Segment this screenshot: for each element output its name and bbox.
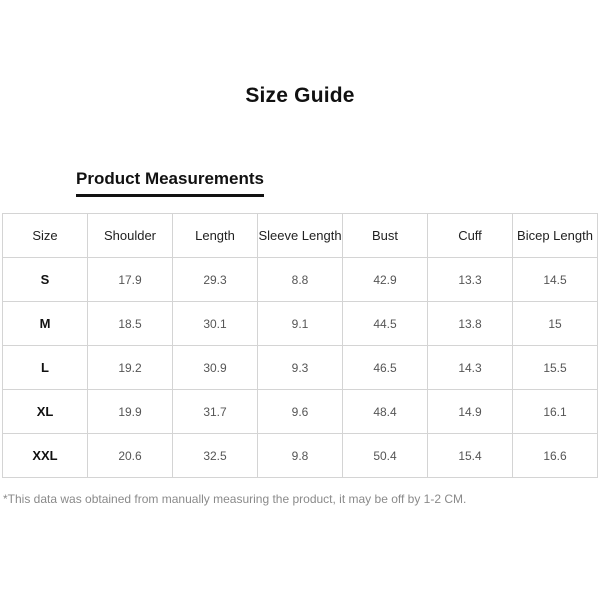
size-cell: XXL bbox=[3, 434, 88, 478]
cuff-cell: 13.8 bbox=[428, 302, 513, 346]
shoulder-cell: 19.9 bbox=[88, 390, 173, 434]
table-row bbox=[3, 346, 598, 390]
size-cell: M bbox=[3, 302, 88, 346]
size-cell: XL bbox=[3, 390, 88, 434]
length-cell: 32.5 bbox=[173, 434, 258, 478]
sleeve-length-cell: 9.3 bbox=[258, 346, 343, 390]
length-cell: 31.7 bbox=[173, 390, 258, 434]
size-table bbox=[2, 213, 598, 478]
cuff-cell: 15.4 bbox=[428, 434, 513, 478]
header-cuff: Cuff bbox=[428, 214, 513, 258]
header-bust: Bust bbox=[343, 214, 428, 258]
section-heading: Product Measurements bbox=[76, 168, 264, 197]
page-title: Size Guide bbox=[245, 84, 355, 107]
sleeve-length-cell: 9.6 bbox=[258, 390, 343, 434]
length-cell: 30.9 bbox=[173, 346, 258, 390]
shoulder-cell: 17.9 bbox=[88, 258, 173, 302]
shoulder-cell: 18.5 bbox=[88, 302, 173, 346]
bust-cell: 48.4 bbox=[343, 390, 428, 434]
cuff-cell: 14.9 bbox=[428, 390, 513, 434]
table-row bbox=[3, 258, 598, 302]
cuff-cell: 14.3 bbox=[428, 346, 513, 390]
bicep-length-cell: 14.5 bbox=[513, 258, 598, 302]
header-sleeve-length: Sleeve Length bbox=[258, 214, 343, 258]
sleeve-length-cell: 8.8 bbox=[258, 258, 343, 302]
table-row bbox=[3, 302, 598, 346]
bust-cell: 44.5 bbox=[343, 302, 428, 346]
table-row bbox=[3, 434, 598, 478]
shoulder-cell: 20.6 bbox=[88, 434, 173, 478]
bicep-length-cell: 15 bbox=[513, 302, 598, 346]
length-cell: 29.3 bbox=[173, 258, 258, 302]
cuff-cell: 13.3 bbox=[428, 258, 513, 302]
length-cell: 30.1 bbox=[173, 302, 258, 346]
header-shoulder: Shoulder bbox=[88, 214, 173, 258]
bicep-length-cell: 16.1 bbox=[513, 390, 598, 434]
table-row bbox=[3, 390, 598, 434]
bust-cell: 50.4 bbox=[343, 434, 428, 478]
bust-cell: 42.9 bbox=[343, 258, 428, 302]
bust-cell: 46.5 bbox=[343, 346, 428, 390]
table-header-row bbox=[3, 214, 598, 258]
disclaimer-note: *This data was obtained from manually measuring the product, it may be off by 1-2 CM. bbox=[3, 492, 467, 506]
header-bicep-length: Bicep Length bbox=[513, 214, 598, 258]
header-size: Size bbox=[3, 214, 88, 258]
size-cell: S bbox=[3, 258, 88, 302]
shoulder-cell: 19.2 bbox=[88, 346, 173, 390]
bicep-length-cell: 16.6 bbox=[513, 434, 598, 478]
sleeve-length-cell: 9.8 bbox=[258, 434, 343, 478]
header-length: Length bbox=[173, 214, 258, 258]
sleeve-length-cell: 9.1 bbox=[258, 302, 343, 346]
bicep-length-cell: 15.5 bbox=[513, 346, 598, 390]
size-cell: L bbox=[3, 346, 88, 390]
